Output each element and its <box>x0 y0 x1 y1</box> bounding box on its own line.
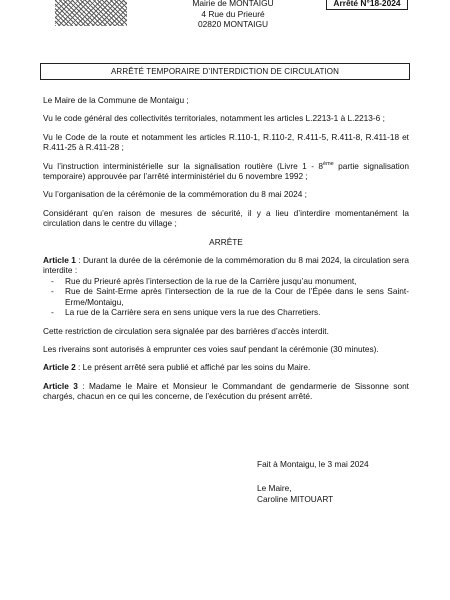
arrete-number-badge: Arrêté N°18-2024 <box>326 0 408 10</box>
municipal-logo-icon <box>55 0 127 26</box>
vu-paragraph-2: Vu le Code de la route et notamment les articles R.110-1, R.110-2, R.411-5, R.411-8, R.411-18 et R.411-25 à R.411-28 ; <box>43 131 409 153</box>
riverains-paragraph: Les riverains sont autorisés à emprunter ces voies sauf pendant la cérémonie (30 minutes). <box>43 343 379 354</box>
restriction-paragraph: Cette restriction de circulation sera signalée par des barrières d’accès interdit. <box>43 325 329 336</box>
vu3-text-end: partie signalisation temporaire) approuvée par l’arrêté interministériel du 6 novembre 1992 ; <box>43 160 409 182</box>
mairie-street: 4 Rue du Prieuré <box>201 8 265 19</box>
article-2-label: Article 2 <box>43 362 76 373</box>
list-item: - Rue de Saint-Erme après l’intersection de la rue de la Cour de l’Épée dans le sens Saint-Erme/Montaigu, <box>43 286 409 307</box>
mairie-city: 02820 MONTAIGU <box>197 19 269 29</box>
vu3-text-start: Vu l’instruction interministérielle sur la signalisation routière (Livre 1 - 8 <box>43 160 324 171</box>
article-2-paragraph <box>43 362 409 372</box>
intro-paragraph: Le Maire de la Commune de Montaigu ; <box>43 95 189 105</box>
document-title: ARRÊTÉ TEMPORAIRE D’INTERDICTION DE CIRCULATION <box>40 63 410 80</box>
article-3-label: Article 3 <box>43 380 78 391</box>
signatory-role: Le Maire, <box>257 483 292 494</box>
signatory-name: Caroline MITOUART <box>257 493 334 504</box>
traffic-rules-list <box>43 276 409 318</box>
signature-block <box>257 459 407 504</box>
article-3-text: : Madame le Maire et Monsieur le Commandant de gendarmerie de Sissonne sont chargés, chacun en ce qui les concerne, de l’exécution du présent arrêté. <box>43 380 409 402</box>
vu-paragraph-3 <box>43 161 409 182</box>
article-2-text: : Le présent arrêté sera publié et affiché par les soins du Maire. <box>75 362 311 373</box>
article-1-text: : Durant la durée de la cérémonie de la commémoration du 8 mai 2024, la circulation sera interdite : <box>43 255 409 276</box>
mairie-address-block <box>178 0 288 30</box>
document-body <box>43 95 409 410</box>
vu3-superscript: ème <box>323 160 334 167</box>
list-item: - La rue de la Carrière sera en sens unique vers la rue des Charretiers. <box>43 307 409 317</box>
article-1-label: Article 1 <box>43 255 76 266</box>
vu-paragraph-4: Vu l’organisation de la cérémonie de la commémoration du 8 mai 2024 ; <box>43 189 307 200</box>
considerant-paragraph: Considérant qu’en raison de mesures de sécurité, il y a lieu d’interdire momentanément la circulation dans le centre du village ; <box>43 207 409 229</box>
article-1-paragraph <box>43 255 409 276</box>
arrete-heading: ARRÊTE <box>209 236 243 247</box>
list-item: - Rue du Prieuré après l’intersection de la rue de la Carrière jusqu’au monument, <box>43 276 409 286</box>
vu-paragraph-1: Vu le code général des collectivités territoriales, notamment les articles L.2213-1 à L.2213-6 ; <box>43 113 385 124</box>
article-3-paragraph <box>43 381 409 402</box>
place-date: Fait à Montaigu, le 3 mai 2024 <box>257 459 369 469</box>
mairie-name: Mairie de MONTAIGU <box>192 0 274 8</box>
